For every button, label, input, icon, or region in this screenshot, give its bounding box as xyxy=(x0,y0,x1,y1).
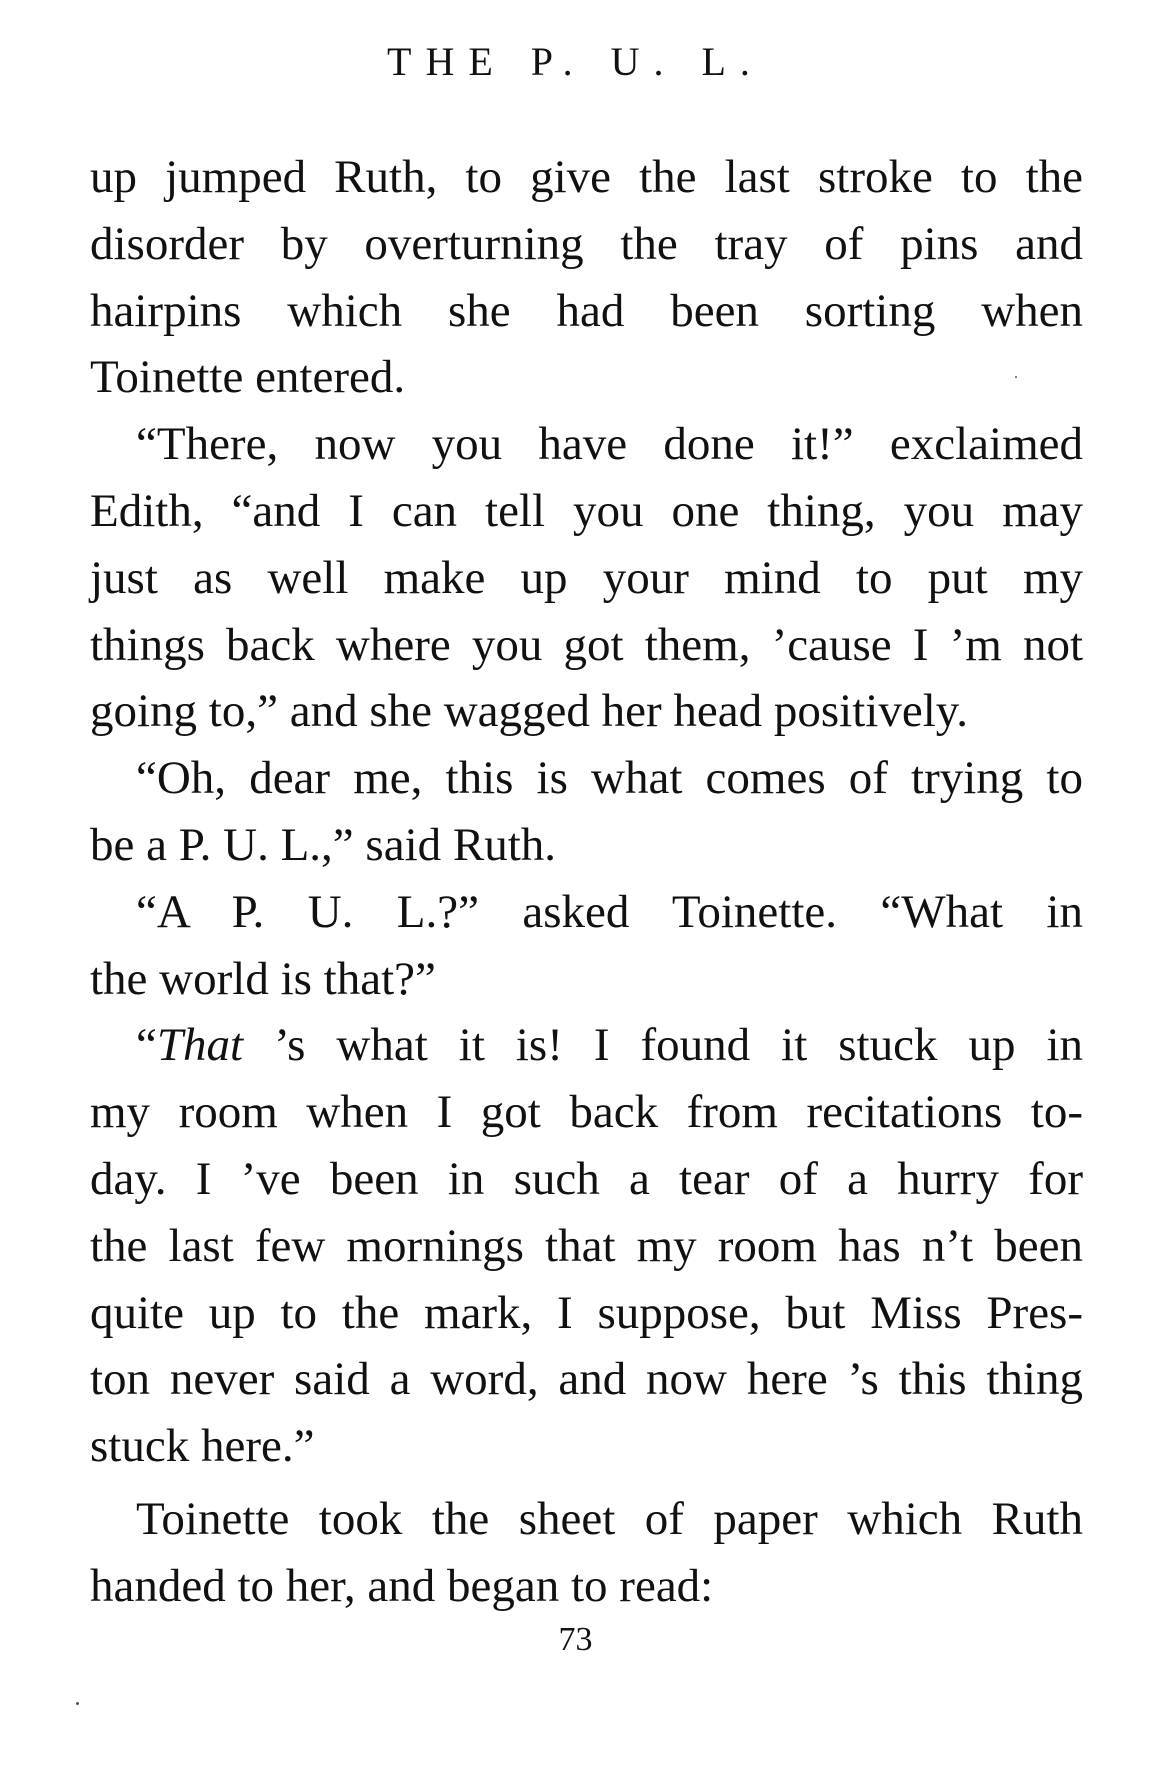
text-line: quite up to the mark, I suppose, but Miss Pres- xyxy=(90,1286,1083,1339)
text-line: be a P. U. L.,” said Ruth. xyxy=(90,818,557,871)
text-line: just as well make up your mind to put my xyxy=(90,551,1083,604)
text-line: stuck here.” xyxy=(90,1420,315,1473)
paragraph xyxy=(90,879,1083,1013)
text-line: Toinette entered. xyxy=(90,351,406,404)
text-line: the last few mornings that my room has n’t been xyxy=(90,1219,1083,1272)
running-head: THE P. U. L. xyxy=(387,39,764,84)
text-line: Toinette took the sheet of paper which Ruth xyxy=(136,1492,1083,1545)
paragraph xyxy=(90,411,1083,745)
text-line: going to,” and she wagged her head positively. xyxy=(90,685,968,738)
text-line: Edith, “and I can tell you one thing, you may xyxy=(90,484,1083,537)
page-number: 73 xyxy=(558,1621,593,1658)
italic-word: That xyxy=(156,1019,244,1072)
text-line: “There, now you have done it!” exclaimed xyxy=(136,418,1083,471)
text-line: the world is that?” xyxy=(90,952,436,1005)
quote-open: “ xyxy=(136,1019,157,1072)
text-line: up jumped Ruth, to give the last stroke to the xyxy=(90,151,1083,203)
text-line: “Oh, dear me, this is what comes of trying to xyxy=(136,752,1083,805)
paragraph xyxy=(90,1012,1083,1480)
text-line: “A P. U. L.?” asked Toinette. “What in xyxy=(136,885,1083,938)
text-line: day. I ’ve been in such a tear of a hurry for xyxy=(90,1152,1083,1205)
paragraph xyxy=(90,745,1083,879)
text-line: ton never said a word, and now here ’s this thing xyxy=(90,1353,1083,1406)
text-line: my room when I got back from recitations to- xyxy=(90,1086,1083,1139)
text-line: disorder by overturning the tray of pins and xyxy=(90,217,1083,270)
text-line: hairpins which she had been sorting when xyxy=(90,284,1083,337)
text-line xyxy=(90,1012,1083,1079)
body-text xyxy=(90,144,1083,1620)
paragraph xyxy=(90,1486,1083,1620)
text-line: handed to her, and began to read: xyxy=(90,1559,714,1612)
text-line: things back where you got them, ’cause I ’m not xyxy=(90,618,1083,671)
text-fragment: ’s what it is! I found it stuck up in xyxy=(243,1019,1083,1072)
paper-speck xyxy=(76,1702,79,1705)
paragraph xyxy=(90,144,1083,411)
paper-speck xyxy=(1015,376,1017,378)
